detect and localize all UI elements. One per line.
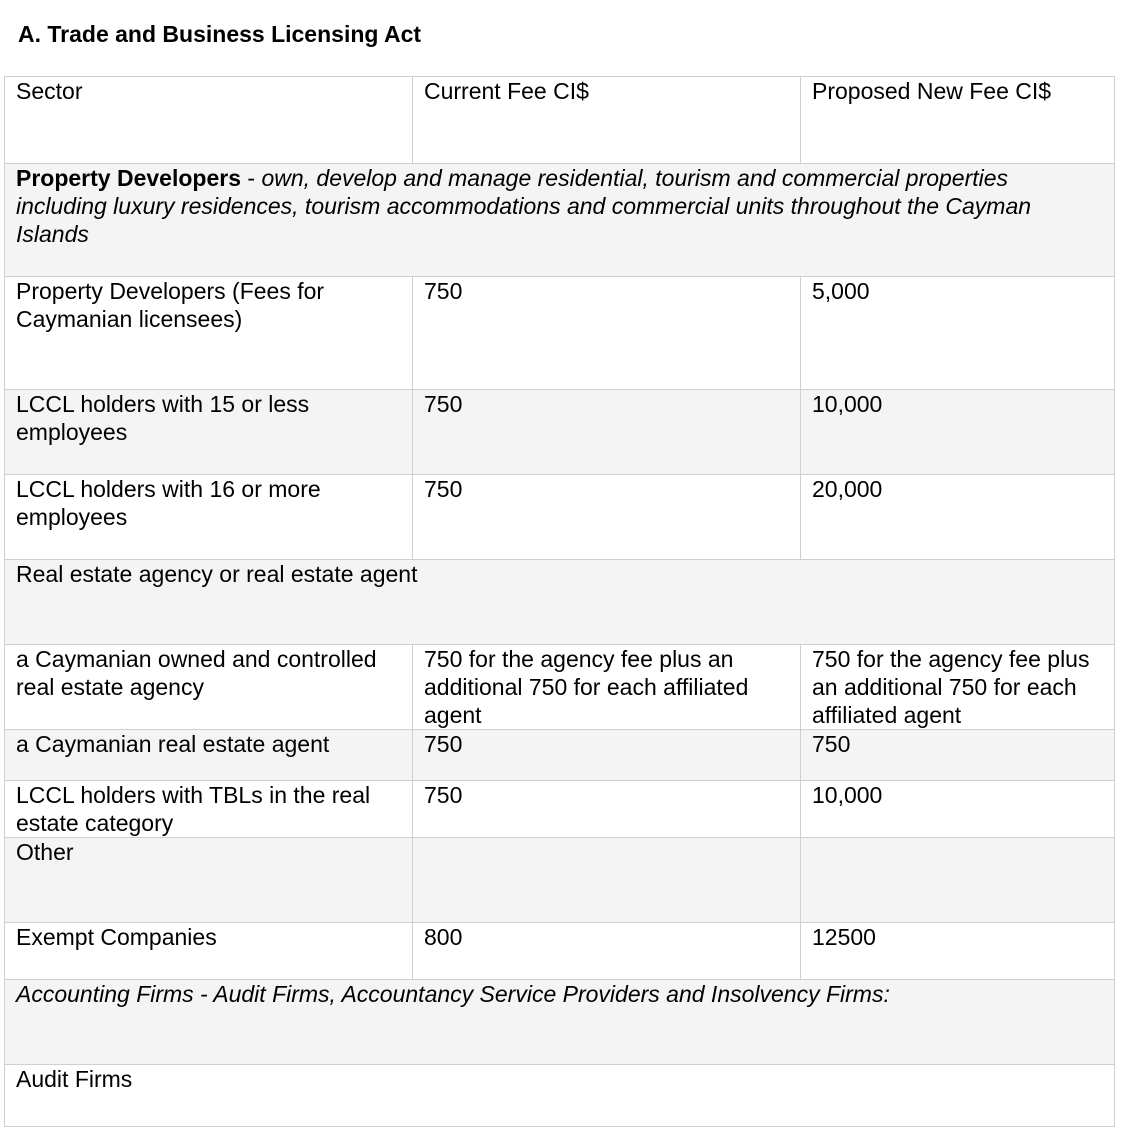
table-row — [5, 475, 1115, 560]
proposed-fee-cell: 20,000 — [801, 475, 1115, 560]
proposed-fee-cell: 750 for the agency fee plus an additional 750 for each affiliated agent — [801, 645, 1115, 730]
table-row — [5, 277, 1115, 390]
proposed-fee-cell: 750 — [801, 730, 1115, 781]
proposed-fee-cell: 12500 — [801, 923, 1115, 980]
proposed-fee-cell: 10,000 — [801, 390, 1115, 475]
current-fee-cell: 750 — [413, 781, 801, 838]
sector-cell: a Caymanian real estate agent — [5, 730, 413, 781]
current-fee-cell: 800 — [413, 923, 801, 980]
table-header-row — [5, 77, 1115, 164]
document-heading: A. Trade and Business Licensing Act — [18, 21, 422, 47]
table-row — [5, 781, 1115, 838]
proposed-fee-cell: 5,000 — [801, 277, 1115, 390]
sector-cell: Exempt Companies — [5, 923, 413, 980]
section-separator: - — [240, 165, 262, 191]
table-row — [5, 923, 1115, 980]
column-header-sector: Sector — [5, 77, 413, 164]
table-row — [5, 645, 1115, 730]
sector-cell: a Caymanian owned and controlled real estate agency — [5, 645, 413, 730]
current-fee-cell: 750 — [413, 475, 801, 560]
sector-cell: LCCL holders with 15 or less employees — [5, 390, 413, 475]
section-row-other — [5, 838, 1115, 923]
current-fee-cell: 750 for the agency fee plus an additional 750 for each affiliated agent — [413, 645, 801, 730]
section-row-real-estate — [5, 560, 1115, 645]
column-header-current-fee: Current Fee CI$ — [413, 77, 801, 164]
table-row — [5, 730, 1115, 781]
section-title-other: Other — [5, 838, 413, 923]
section-title-accounting: Accounting Firms - Audit Firms, Accountancy Service Providers and Insolvency Firms: — [5, 980, 1115, 1065]
section-row-accounting — [5, 980, 1115, 1065]
section-cell-property-developers — [5, 164, 1115, 277]
section-title-property-developers: Property Developers — [16, 165, 241, 191]
table-row — [5, 390, 1115, 475]
empty-cell — [801, 838, 1115, 923]
empty-cell — [413, 838, 801, 923]
current-fee-cell: 750 — [413, 277, 801, 390]
section-row-property-developers — [5, 164, 1115, 277]
current-fee-cell: 750 — [413, 390, 801, 475]
section-row-audit — [5, 1065, 1115, 1127]
sector-cell: LCCL holders with 16 or more employees — [5, 475, 413, 560]
fee-table — [4, 76, 1115, 1127]
section-title-real-estate: Real estate agency or real estate agent — [5, 560, 1115, 645]
column-header-proposed-fee: Proposed New Fee CI$ — [801, 77, 1115, 164]
sector-cell: Property Developers (Fees for Caymanian licensees) — [5, 277, 413, 390]
proposed-fee-cell: 10,000 — [801, 781, 1115, 838]
section-title-audit: Audit Firms — [5, 1065, 1115, 1127]
current-fee-cell: 750 — [413, 730, 801, 781]
section-description-property-developers: own, develop and manage residential, tourism and commercial properties including luxury residences, tourism accommodations and commercial units throughout the Cayman Islands — [16, 165, 1032, 247]
sector-cell: LCCL holders with TBLs in the real estate category — [5, 781, 413, 838]
